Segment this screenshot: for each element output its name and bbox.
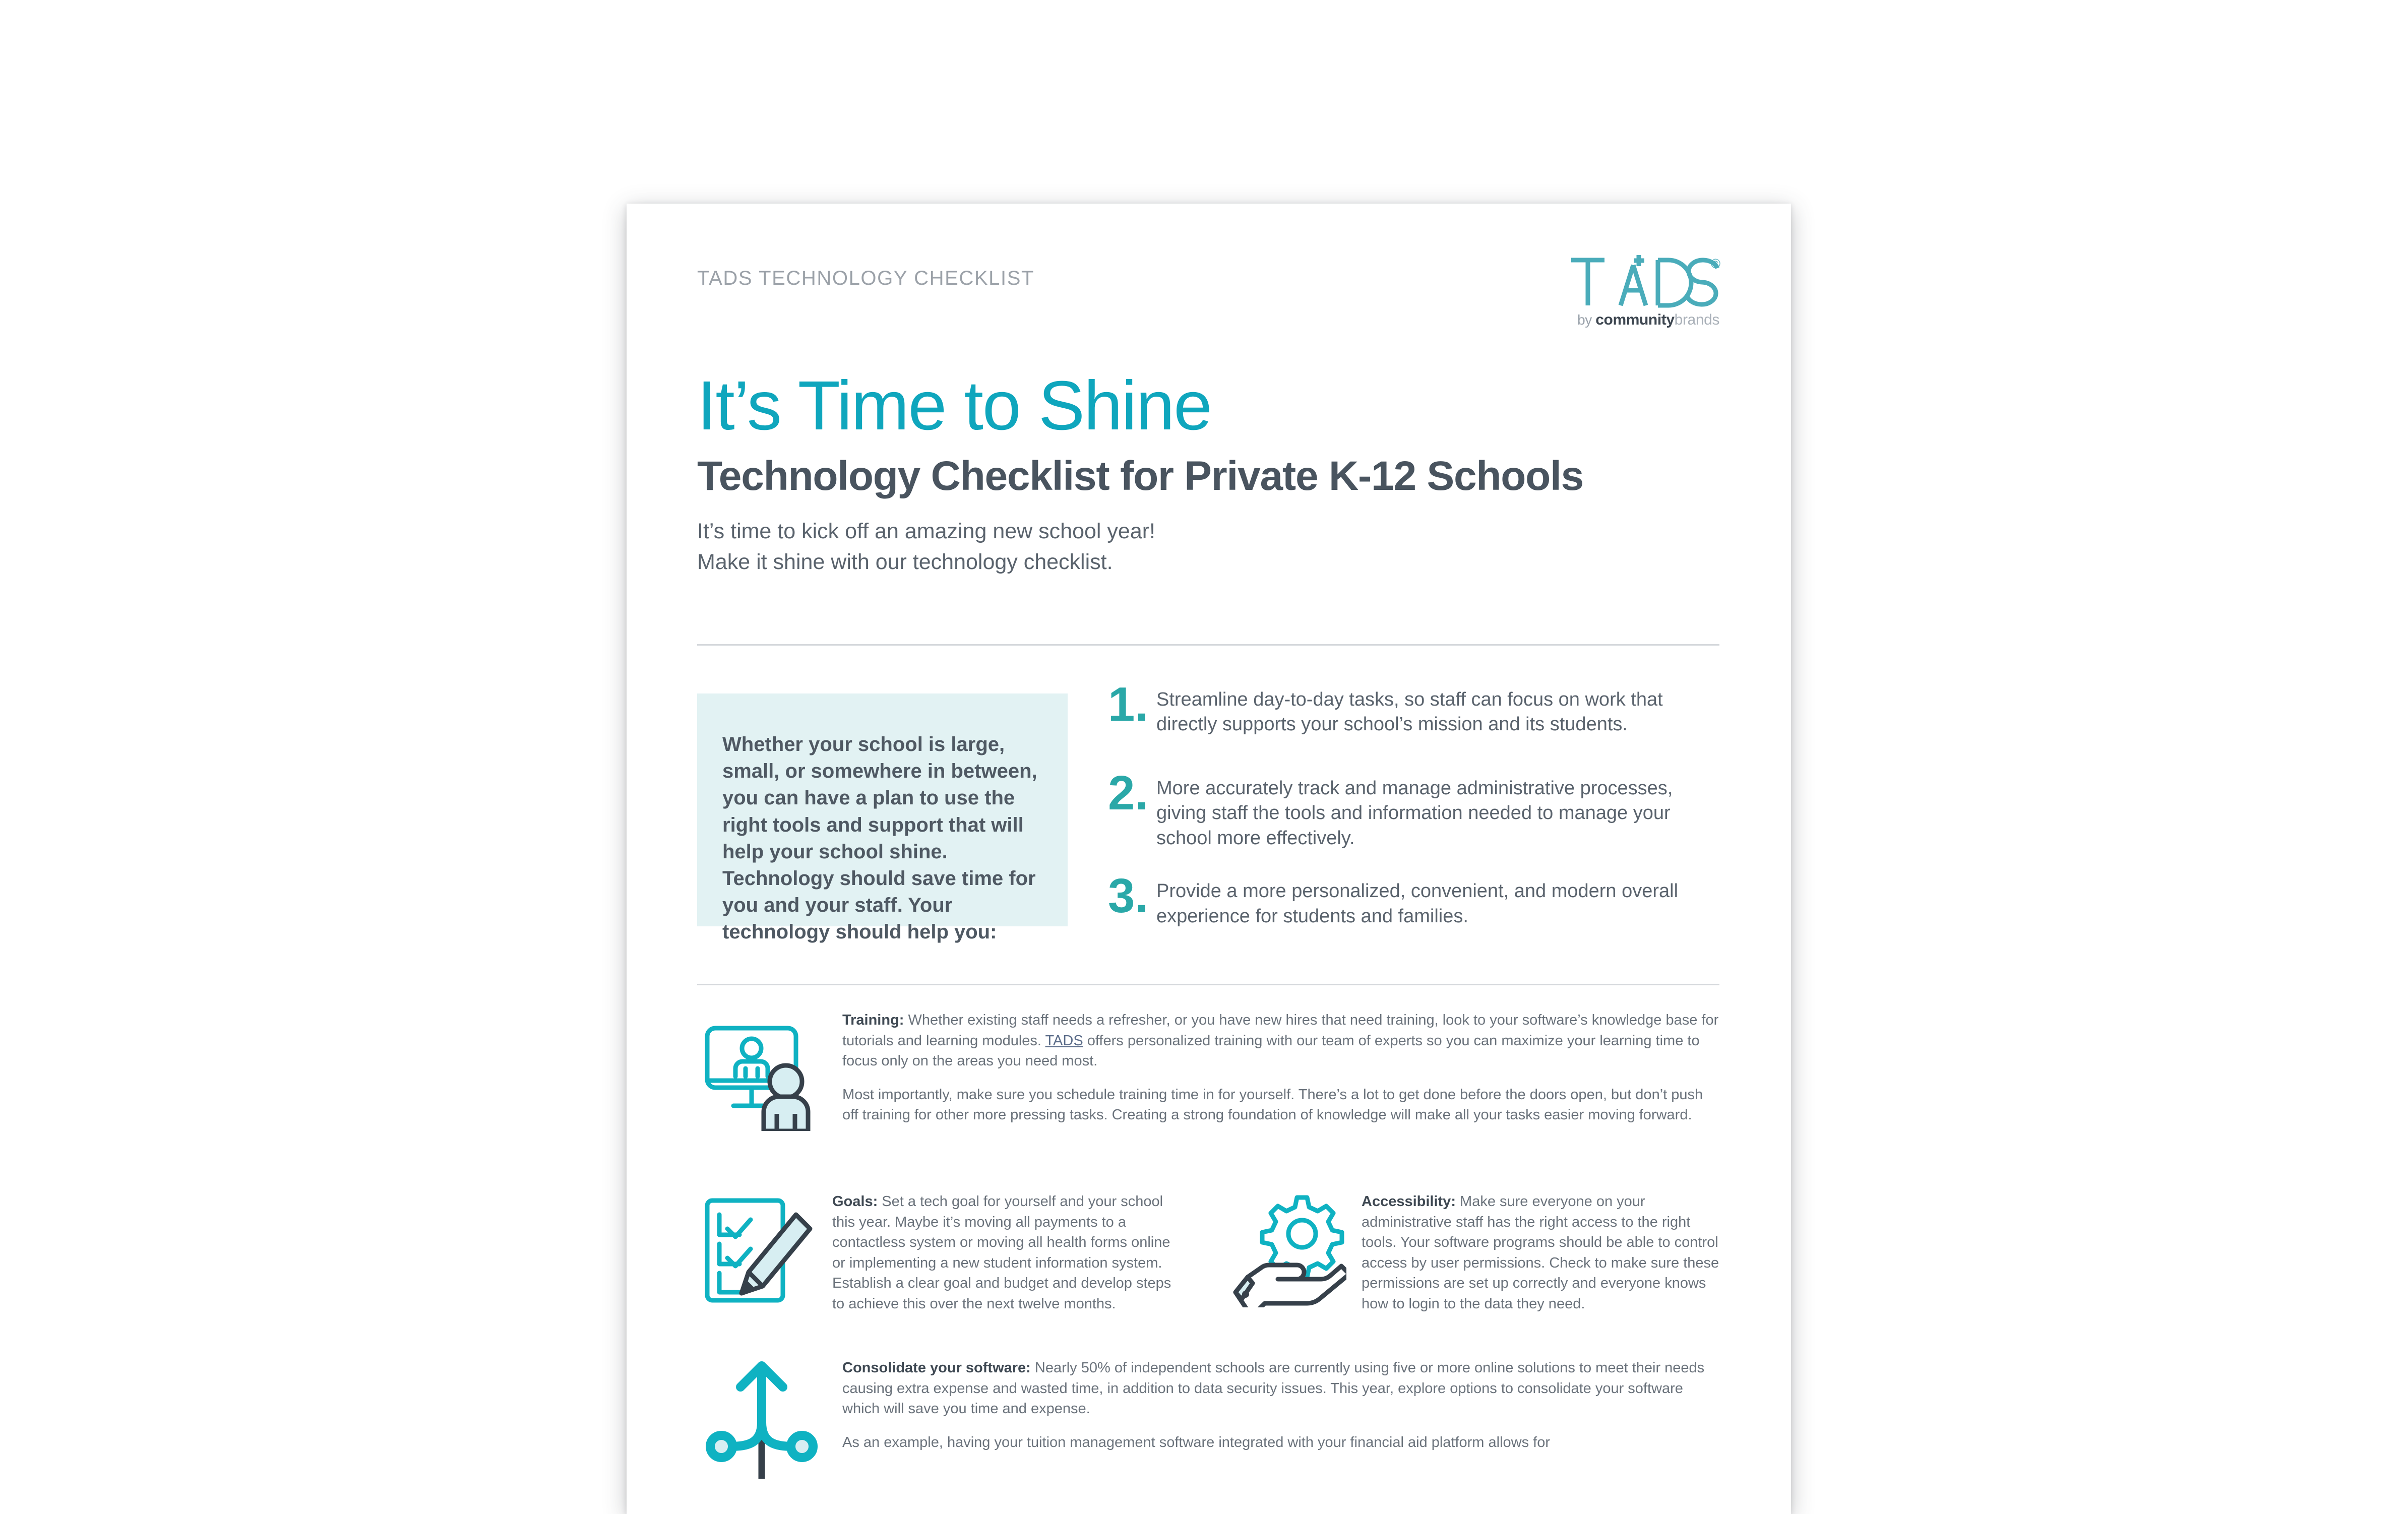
section-consolidate-body: [842, 1358, 1719, 1453]
list-item: [1108, 766, 1720, 851]
logo-byline-by: by: [1577, 312, 1596, 328]
list-item-text: Streamline day-to-day tasks, so staff can focus on work that directly supports your school’s mission and its students.: [1156, 689, 1663, 735]
list-item: [1108, 677, 1720, 748]
goals-text: Set a tech goal for yourself and your school this year. Maybe it’s moving all payments to a contactless system or moving all health forms online or implementing a new student information system. Establish a clear goal and budget and develop steps to achieve this over the next twelve months.: [832, 1193, 1171, 1312]
list-item-number: 1.: [1108, 677, 1149, 731]
consolidate-paragraph-2: As an example, having your tuition management software integrated with your financial aid platform allows for: [842, 1434, 1551, 1450]
section-accessibility-body: [1362, 1191, 1720, 1314]
intro-line-2: Make it shine with our technology checklist.: [697, 550, 1113, 575]
document-page: [627, 204, 1791, 1514]
benefits-list: [1108, 677, 1720, 939]
list-item: [1108, 869, 1720, 939]
logo-byline-community: community: [1595, 311, 1675, 328]
section-goals-body: [832, 1191, 1185, 1314]
section-goals: [697, 1191, 1191, 1314]
page-title: It’s Time to Shine: [697, 367, 1211, 445]
training-paragraph-2: Most importantly, make sure you schedule training time in for yourself. There’s a lot to get done before the doors open, but don’t push off training for other more pressing tasks. Creating a strong foundation of knowledge will make all your tasks easier moving forward.: [842, 1086, 1703, 1123]
intro-text: [697, 516, 1155, 578]
training-paragraph-1: [842, 1010, 1719, 1071]
list-item-text: Provide a more personalized, convenient, and modern overall experience for students and families.: [1156, 880, 1679, 927]
logo-byline: [1508, 312, 1719, 328]
tads-wordmark: [1508, 253, 1719, 309]
callout-box: [697, 693, 1068, 943]
goals-label: Goals:: [832, 1193, 878, 1210]
page-content: [697, 204, 1720, 1514]
goals-paragraph: [832, 1191, 1185, 1314]
eyebrow-label: TADS TECHNOLOGY CHECKLIST: [697, 267, 1035, 289]
checklist-pencil-icon: [702, 1191, 818, 1307]
list-item-text: More accurately track and manage administrative processes, giving staff the tools and information needed to manage your school more effectively.: [1156, 778, 1673, 849]
tads-logotype-icon: [1568, 253, 1719, 309]
list-item-number: 3.: [1108, 869, 1149, 923]
gear-in-hand-icon: [1230, 1191, 1346, 1307]
logo-byline-brands: brands: [1674, 311, 1719, 328]
section-consolidate: [697, 1358, 1720, 1453]
divider-top: [697, 644, 1719, 646]
monitor-person-training-icon: [701, 1010, 822, 1131]
callout-text: Whether your school is large, small, or somewhere in between, you can have a plan to use the right tools and support that will help your school shine. Technology should save time for you and your staff. Your technology should help you:: [722, 733, 1037, 943]
consolidate-paragraph-1: [842, 1358, 1719, 1419]
accessibility-label: Accessibility:: [1362, 1193, 1456, 1210]
list-item-number: 2.: [1108, 766, 1149, 820]
page-subtitle: Technology Checklist for Private K-12 Schools: [697, 453, 1584, 499]
tads-link[interactable]: TADS: [1045, 1032, 1083, 1049]
divider-bottom: [697, 984, 1719, 985]
tads-logo: [1508, 253, 1719, 339]
merge-arrow-icon: [701, 1358, 822, 1479]
intro-line-1: It’s time to kick off an amazing new school year!: [697, 519, 1156, 543]
section-training: [697, 1010, 1720, 1125]
consolidate-label: Consolidate your software:: [842, 1360, 1031, 1376]
section-accessibility: [1226, 1191, 1720, 1314]
consolidate-text: Nearly 50% of independent schools are currently using five or more online solutions to meet their needs causing extra expense and wasted time, in addition to data security issues. This year, explore options to consolidate your software which will save you time and expense.: [842, 1360, 1705, 1417]
training-text-part-2: offers personalized training with our team of experts so you can maximize your learning time to focus only on the areas you need most.: [842, 1032, 1700, 1069]
registered-mark-icon: ®: [1710, 256, 1720, 271]
training-text-part-1: Whether existing staff needs a refresher, or you have new hires that need training, look to your software’s knowledge base for tutorials and learning modules.: [842, 1012, 1719, 1049]
training-label: Training:: [842, 1012, 904, 1028]
accessibility-paragraph: [1362, 1191, 1720, 1314]
section-training-body: [842, 1010, 1719, 1125]
accessibility-text: Make sure everyone on your administrative staff has the right access to the right tools. Your software programs should be able to control access by user permissions. Check to make sure these permissions are set up correctly and everyone knows how to login to the data they need.: [1362, 1193, 1719, 1312]
